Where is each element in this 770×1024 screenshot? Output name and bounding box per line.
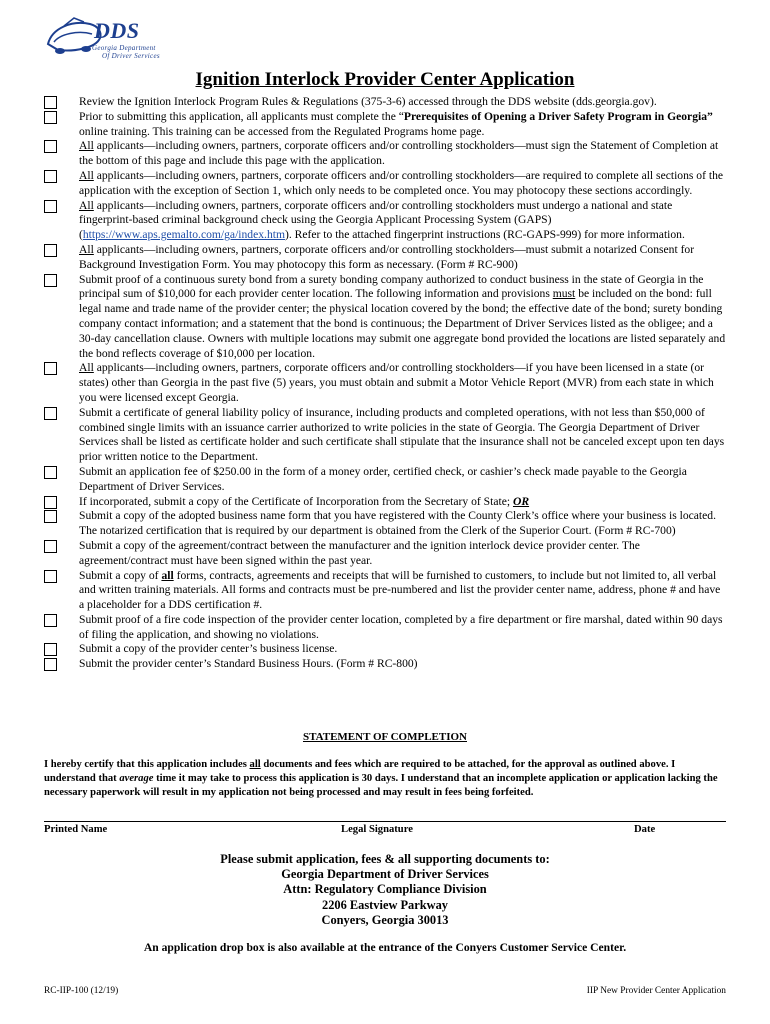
checkbox[interactable] [44,111,57,124]
checkbox[interactable] [44,570,57,583]
submit-line: Attn: Regulatory Compliance Division [283,882,487,897]
certification-text [44,758,728,799]
checklist-item-text [79,539,728,569]
checklist-item [44,539,728,569]
submit-line: 2206 Eastview Parkway [322,897,448,912]
statement-heading: STATEMENT OF COMPLETION [302,731,467,743]
checklist-item [44,495,728,510]
checkbox[interactable] [44,510,57,523]
text-run: forms, contracts, agreements and receipts that will be furnished to customers, to include but not limited to, all verbal and written training materials. All forms and contracts must be pre-numbered and list the provider center name, address, phone # and have a placeholder for a DDS certification #. [79,568,721,612]
checklist-item-text [79,199,728,243]
checklist-item [44,273,728,362]
text-run: Submit the provider center’s Standard Business Hours. (Form # RC-800) [79,657,418,671]
page-title: Ignition Interlock Provider Center Application [195,69,575,90]
text-run: Submit a copy of the provider center’s business license. [79,642,338,656]
text-run: Submit proof of a continuous surety bond from a surety bonding company authorized to conduct business in the state of Georgia in the principal sum of $10,000 for each provider center location. The following information and provisions [79,272,704,301]
submit-line: Please submit application, fees & all supporting documents to: [220,852,550,866]
checklist-item [44,169,728,199]
checklist-item-text [79,642,728,657]
checklist-item-text [79,169,728,199]
text-run: must [552,287,576,301]
checkbox[interactable] [44,540,57,553]
text-run: be included on the bond: full legal name and trade name of the provider center; the physical location covered by the bond; the effective date of the bond; surety bonding company contact information; and a statement that the bond is continuous; the Department of Driver Services listed as the obligee; and a 30-day cancellation clause. Owners with multiple locations may submit one aggregate bond provided the locations are listed separately and the bond reflects coverage of $10,000 per location. [79,287,726,360]
text-run: Submit an application fee of $250.00 in the form of a money order, certified check, or cashier’s check made payable to the Georgia Department of Driver Services. [79,464,687,493]
text-run: Submit proof of a fire code inspection of the provider center location, completed by a fire department or fire marshal, dated within 90 days of filing the application, and showing no violations. [79,612,723,641]
checkbox[interactable] [44,643,57,656]
submit-line: Conyers, Georgia 30013 [321,912,449,927]
text-run: applicants—including owners, partners, corporate officers and/or controlling stockholders—must sign the Statement of Completion at the bottom of this page and include this page with the application. [79,139,719,168]
checklist-item-text [79,95,728,110]
checklist-item [44,139,728,169]
text-run: Review the Ignition Interlock Program Rules & Regulations (375-3-6) accessed through the DDS website (dds.georgia.gov). [79,95,657,108]
logo-text: DDS [94,18,140,43]
checklist-item-text [79,361,728,405]
checklist-item-text [79,110,728,140]
checklist-item-text [79,569,728,613]
checkbox[interactable] [44,362,57,375]
checkbox[interactable] [44,140,57,153]
checkbox[interactable] [44,96,57,109]
checklist-item-text [79,613,728,643]
checklist-item [44,465,728,495]
text-run: applicants—including owners, partners, corporate officers and/or controlling stockholders must undergo a national and state fingerprint-based criminal background check using the Georgia Applicant Processing System (GAPS) ( [79,198,673,242]
checklist-item-text [79,139,728,169]
text-run: Submit a copy of [79,568,162,582]
text-run: applicants—including owners, partners, corporate officers and/or controlling stockholders—if you have been licensed in a state (or states) other than Georgia in the past five (5) years, you must obtain and submit a Motor Vehicle Report (MVR) from each state in which you were licensed except Georgia. [79,361,714,404]
checklist-item-text [79,657,728,672]
text-run: OR [512,494,530,508]
submit-address [0,852,770,928]
text-run: time it may take to process this application is 30 days. I understand that an incomplete application or application lacking the necessary paperwork will result in my application not being processed and may result in fees being forfeited. [44,772,718,798]
text-run: all [161,568,174,582]
checklist-item-text [79,273,728,362]
checkbox[interactable] [44,658,57,671]
text-run: Prior to submitting this application, all applicants must complete the “ [79,109,404,123]
checkbox[interactable] [44,170,57,183]
checkbox[interactable] [44,244,57,257]
text-run: applicants—including owners, partners, corporate officers and/or controlling stockholders—are required to complete all sections of the application with the exception of Section 1, which only needs to be completed once. You may photocopy these sections accordingly. [79,168,724,197]
checklist-item [44,642,728,657]
checklist-item [44,243,728,273]
checklist-item [44,406,728,465]
text-run: If incorporated, submit a copy of the Certificate of Incorporation from the Secretary of State; [79,494,513,508]
text-run: All [79,139,94,153]
checkbox[interactable] [44,274,57,287]
date-label: Date [634,824,656,835]
form-number: RC-IIP-100 (12/19) [44,986,119,996]
logo-dept-line1: Georgia Department [92,44,156,52]
checklist-item-text [79,495,728,510]
checklist-item [44,361,728,405]
checklist-item-text [79,509,728,539]
printed-name-label: Printed Name [44,824,108,835]
text-run: ). Refer to the attached fingerprint instructions (RC-GAPS-999) for more information. [284,228,685,242]
text-run: online training. This training can be accessed from the Regulated Programs home page. [79,124,485,138]
checkbox[interactable] [44,466,57,479]
text-run: documents and fees which are required to be attached, for the approval as outlined above. I understand that [44,759,676,784]
checkbox[interactable] [44,496,57,509]
text-run: All [79,168,94,182]
checklist-item [44,657,728,672]
signature-line[interactable] [44,821,726,822]
text-run: applicants—including owners, partners, corporate officers and/or controlling stockholders—must submit a notarized Consent for Background Investigation Form. You may photocopy this form as necessary. (Form # RC-900) [79,242,695,271]
dds-logo [44,14,164,64]
text-run: Submit a copy of the adopted business name form that you have registered with the County Clerk’s office where your business is located. The notarized certification that is required by our department is obtained from the Clerk of the Superior Court. (Form # RC-700) [79,509,716,538]
form-name: IIP New Provider Center Application [586,986,726,996]
checklist-item-text [79,243,728,273]
text-run: I hereby certify that this application includes [44,759,250,770]
checkbox[interactable] [44,200,57,213]
submit-line: Georgia Department of Driver Services [281,867,489,882]
text-run: All [79,198,94,212]
checklist-item-text [79,406,728,465]
text-run: Submit a certificate of general liability policy of insurance, including products and completed operations, with not less than $50,000 of combined single limits with an issuance carrier authorized to write policies in the state of Georgia. The Georgia Department of Driver Services shall be listed as certificate holder and such certificate shall stipulate that the insurance shall not be canceled except upon ten days prior written notice to the Department. [79,405,725,464]
text-run: average [119,772,154,784]
gaps-link[interactable]: https://www.aps.gemalto.com/ga/index.htm [82,228,285,242]
checklist-item [44,509,728,539]
checkbox[interactable] [44,614,57,627]
checklist-item [44,199,728,243]
checklist-item [44,569,728,613]
logo-dept-line2: Of Driver Services [102,52,160,60]
checklist [44,95,728,672]
text-run: All [79,242,94,256]
text-run: all [249,759,261,770]
checklist-item [44,110,728,140]
checklist-item-text [79,465,728,495]
checklist-item [44,95,728,110]
text-run: Submit a copy of the agreement/contract between the manufacturer and the ignition interlock device provider center. The agreement/contract must have been signed within the past year. [79,538,640,567]
text-run: Prerequisites of Opening a Driver Safety Program in Georgia” [403,109,713,123]
text-run: All [79,361,94,375]
drop-box-note: An application drop box is also available at the entrance of the Conyers Customer Service Center. [143,941,627,954]
checklist-item [44,613,728,643]
legal-signature-label: Legal Signature [341,824,413,835]
checkbox[interactable] [44,407,57,420]
